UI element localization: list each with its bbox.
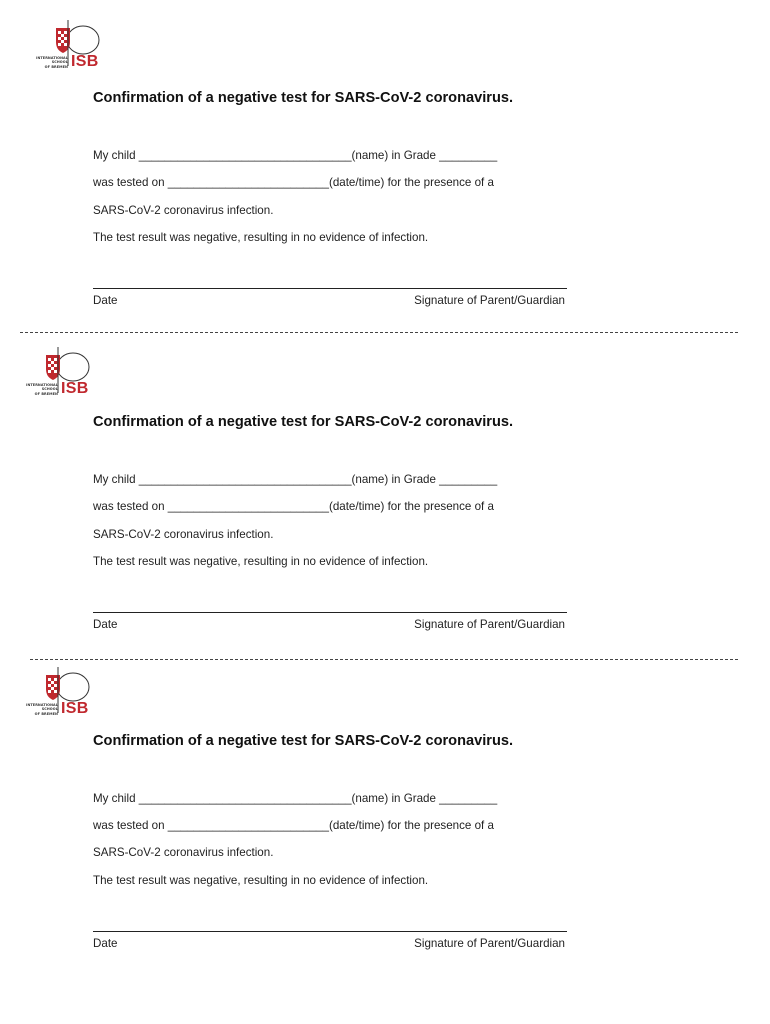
cut-line-2 [30, 659, 738, 660]
signature-rule [93, 931, 567, 932]
result-statement: The test result was negative, resulting in no evidence of infection. [93, 555, 429, 568]
logo-crest-icon [30, 20, 120, 80]
date-label: Date [93, 294, 118, 307]
signature-label: Signature of Parent/Guardian [414, 294, 565, 307]
logo-acronym: ISB [61, 700, 89, 717]
school-logo [20, 347, 110, 407]
signature-label: Signature of Parent/Guardian [414, 937, 565, 950]
date-label: Date [93, 937, 118, 950]
signature-label: Signature of Parent/Guardian [414, 618, 565, 631]
logo-acronym: ISB [71, 53, 99, 70]
cut-line-1 [20, 332, 738, 333]
infection-line: SARS-CoV-2 coronavirus infection. [93, 528, 274, 541]
date-label: Date [93, 618, 118, 631]
child-name-grade-line: My child _________________________________(name) in Grade _________ [93, 473, 498, 486]
result-statement: The test result was negative, resulting in no evidence of infection. [93, 231, 429, 244]
school-logo [30, 20, 120, 80]
logo-crest-icon [20, 347, 110, 407]
logo-crest-icon [20, 667, 110, 727]
school-logo [20, 667, 110, 727]
infection-line: SARS-CoV-2 coronavirus infection. [93, 846, 274, 859]
test-date-line: was tested on _________________________(date/time) for the presence of a [93, 176, 494, 189]
result-statement: The test result was negative, resulting in no evidence of infection. [93, 874, 429, 887]
signature-rule [93, 288, 567, 289]
test-date-line: was tested on _________________________(date/time) for the presence of a [93, 500, 494, 513]
infection-line: SARS-CoV-2 coronavirus infection. [93, 204, 274, 217]
logo-school-name: INTERNATIONAL SCHOOL OF BREMEN [36, 56, 68, 69]
logo-school-name: INTERNATIONAL SCHOOL OF BREMEN [26, 703, 58, 716]
logo-school-name: INTERNATIONAL SCHOOL OF BREMEN [26, 383, 58, 396]
child-name-grade-line: My child _________________________________(name) in Grade _________ [93, 792, 498, 805]
form-title: Confirmation of a negative test for SARS-CoV-2 coronavirus. [93, 414, 514, 430]
form-title: Confirmation of a negative test for SARS-CoV-2 coronavirus. [93, 90, 514, 106]
form-title: Confirmation of a negative test for SARS-CoV-2 coronavirus. [93, 733, 514, 749]
logo-acronym: ISB [61, 380, 89, 397]
signature-rule [93, 612, 567, 613]
test-date-line: was tested on _________________________(date/time) for the presence of a [93, 819, 494, 832]
child-name-grade-line: My child _________________________________(name) in Grade _________ [93, 149, 498, 162]
